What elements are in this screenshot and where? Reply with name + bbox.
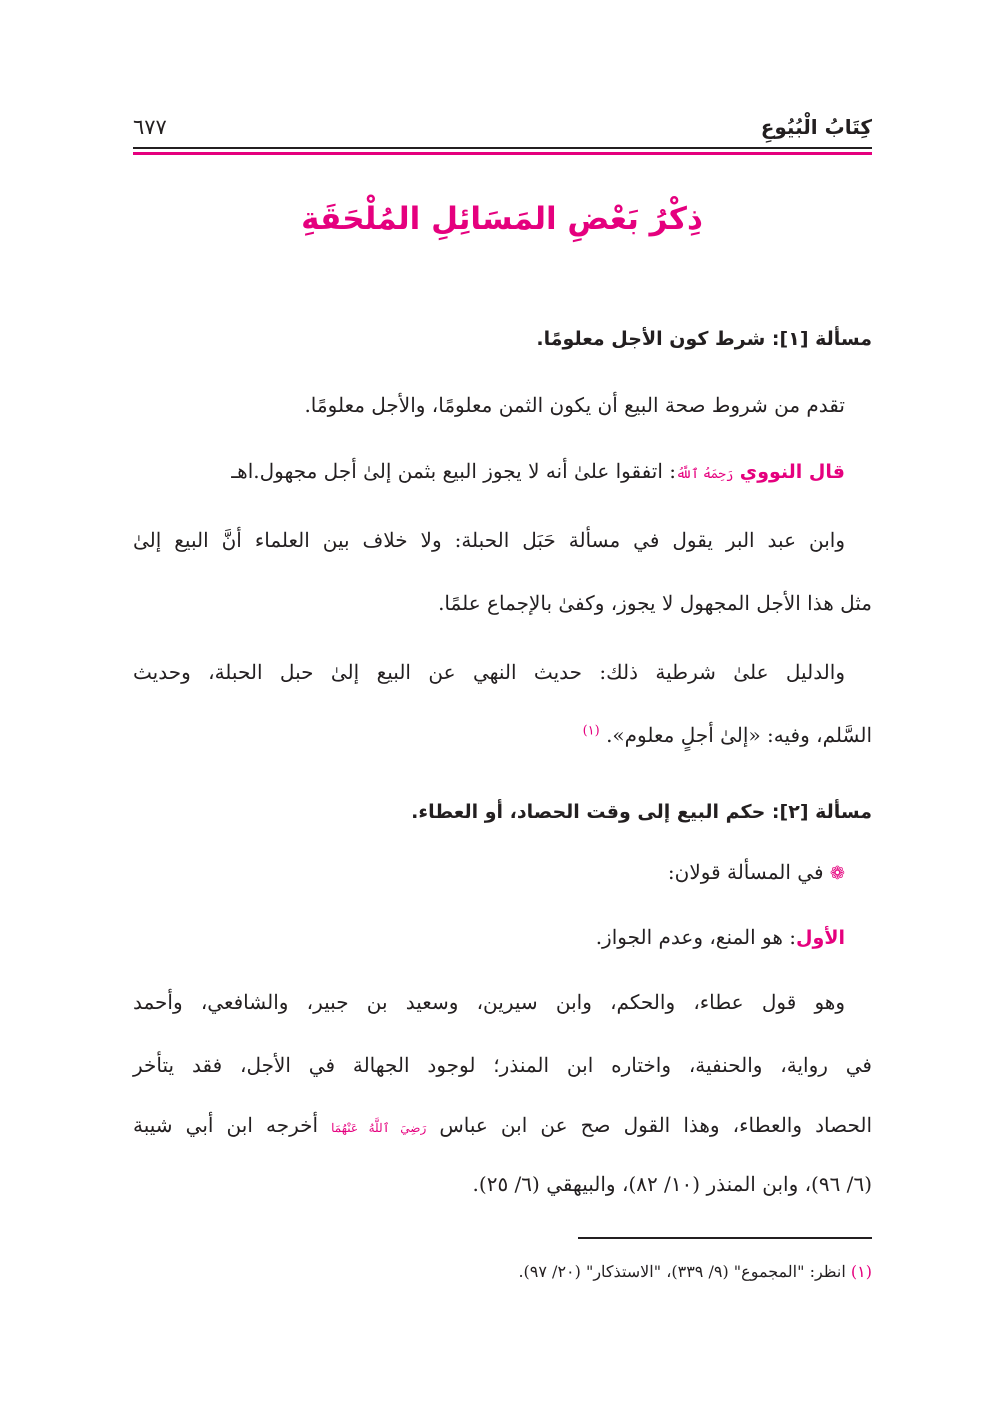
honorific-rahimahullah: رَحِمَهُ ٱللَّهُ	[675, 467, 734, 482]
paragraph-6-text: : هو المنع، وعدم الجواز.	[595, 925, 797, 949]
paragraph-2	[133, 454, 845, 492]
paragraph-7-line-2: في رواية، والحنفية، واختاره ابن المنذر؛ لوجود الجهالة في الأجل، فقد يتأخر	[133, 1053, 872, 1077]
running-header	[133, 112, 872, 148]
paragraph-7-line-3-b: أخرجه ابن أبي شيبة	[133, 1113, 319, 1137]
footnote-text: انظر: "المجموع" (٩/ ٣٣٩)، "الاستذكار" (٢٠/ ٩٧).	[518, 1262, 846, 1281]
header-rule-thin	[133, 147, 872, 149]
paragraph-3-line-1: وابن عبد البر يقول في مسألة حَبَل الحبلة: ولا خلاف بين العلماء أنَّ البيع إلىٰ	[133, 528, 845, 552]
footnote-number: (١)	[850, 1262, 872, 1281]
issue-1-label: مسألة [١]:	[771, 328, 872, 350]
header-rule-pink	[133, 152, 872, 155]
section-heading: ذِكْرُ بَعْضِ المَسَائِلِ المُلْحَقَةِ	[301, 201, 703, 237]
footnote-separator	[578, 1237, 872, 1239]
paragraph-4-line-2	[133, 718, 872, 752]
paragraph-2-text: : اتفقوا علىٰ أنه لا يجوز البيع بثمن إلىٰ أجل مجهول.اهـ	[231, 459, 676, 483]
paragraph-4-text: السَّلم، وفيه: «إلىٰ أجلٍ معلوم».	[606, 723, 872, 747]
paragraph-5	[133, 855, 845, 891]
honorific-radiyallahu: رَضِيَ ٱللَّهُ عَنْهُمَا	[331, 1121, 427, 1135]
paragraph-4-line-1: والدليل علىٰ شرطية ذلك: حديث النهي عن البيع إلىٰ حبل الحبلة، وحديث	[133, 660, 845, 684]
issue-1-title: شرط كون الأجل معلومًا.	[536, 328, 766, 350]
book-title: كِتَابُ الْبُيُوعِ	[760, 115, 872, 139]
flower-ornament-icon: ❁	[829, 863, 845, 884]
footnote-ref-1[interactable]: (١)	[582, 723, 600, 739]
paragraph-7-line-3-a: الحصاد والعطاء، وهذا القول صح عن ابن عباس	[439, 1113, 873, 1137]
issue-1-heading	[133, 322, 872, 356]
issue-2-title: حكم البيع إلى وقت الحصاد، أو العطاء.	[411, 801, 766, 823]
first-opinion-label: الأول	[796, 927, 845, 949]
paragraph-7-line-1: وهو قول عطاء، والحكم، وابن سيرين، وسعيد بن جبير، والشافعي، وأحمد	[133, 990, 845, 1014]
paragraph-5-text: في المسألة قولان:	[667, 860, 824, 884]
issue-2-label: مسألة [٢]:	[771, 801, 872, 823]
nawawi-name: قال النووي	[739, 461, 845, 483]
paragraph-6	[133, 920, 845, 955]
paragraph-3-line-2: مثل هذا الأجل المجهول لا يجوز، وكفىٰ بالإجماع علمًا.	[438, 591, 872, 615]
page-number: ٦٧٧	[133, 115, 167, 139]
paragraph-1: تقدم من شروط صحة البيع أن يكون الثمن معلومًا، والأجل معلومًا.	[304, 393, 845, 417]
paragraph-7-line-3	[133, 1108, 872, 1145]
issue-2-heading	[133, 795, 872, 829]
paragraph-7-line-4: (٦/ ٩٦)، وابن المنذر (١٠/ ٨٢)، والبيهقي (٦/ ٢٥).	[472, 1172, 872, 1196]
footnote-1	[518, 1259, 872, 1285]
